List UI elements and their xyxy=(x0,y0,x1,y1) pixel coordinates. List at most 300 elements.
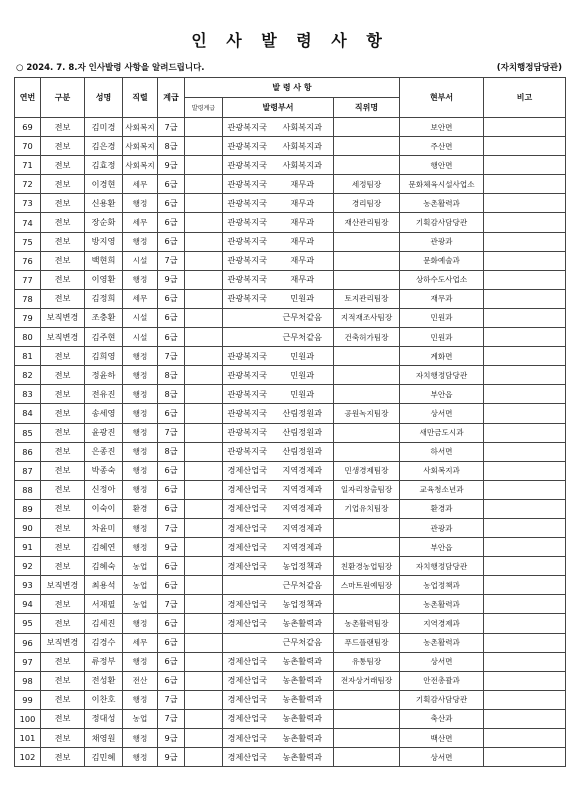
cell-position: 세정팀장 xyxy=(334,175,400,194)
cell-division: 경제산업국 xyxy=(223,671,272,690)
cell-type: 전보 xyxy=(41,289,85,308)
cell-position xyxy=(334,118,400,137)
cell-no: 91 xyxy=(15,538,41,557)
cell-remark xyxy=(484,690,566,709)
cell-appt-grade xyxy=(185,232,223,251)
cell-no: 90 xyxy=(15,518,41,537)
cell-section: 근무처같음 xyxy=(272,633,334,652)
cell-name: 김혜연 xyxy=(85,538,123,557)
cell-type: 전보 xyxy=(41,614,85,633)
cell-no: 75 xyxy=(15,232,41,251)
table-header xyxy=(15,78,566,118)
cell-name: 서재필 xyxy=(85,595,123,614)
cell-grade: 8급 xyxy=(158,442,185,461)
cell-position xyxy=(334,251,400,270)
table-row xyxy=(15,480,566,499)
cell-section: 근무처같음 xyxy=(272,308,334,327)
cell-appt-grade xyxy=(185,366,223,385)
cell-section: 재무과 xyxy=(272,175,334,194)
table-row xyxy=(15,232,566,251)
cell-section: 사회복지과 xyxy=(272,156,334,175)
table-row xyxy=(15,385,566,404)
table-row xyxy=(15,289,566,308)
cell-current-dept: 계화면 xyxy=(400,347,484,366)
cell-position xyxy=(334,595,400,614)
header-type: 구분 xyxy=(41,78,85,118)
cell-division: 경제산업국 xyxy=(223,461,272,480)
table-row xyxy=(15,270,566,289)
cell-grade: 6급 xyxy=(158,480,185,499)
table-row xyxy=(15,137,566,156)
cell-appt-grade xyxy=(185,118,223,137)
header-appt-grade: 발령계급 xyxy=(185,98,223,118)
cell-remark xyxy=(484,671,566,690)
cell-section: 지역경제과 xyxy=(272,538,334,557)
header-no: 연번 xyxy=(15,78,41,118)
cell-grade: 6급 xyxy=(158,576,185,595)
document-title: 인 사 발 령 사 항 xyxy=(191,31,389,50)
cell-grade: 7급 xyxy=(158,423,185,442)
table-row xyxy=(15,175,566,194)
cell-remark xyxy=(484,213,566,232)
cell-series: 행정 xyxy=(123,385,158,404)
cell-type: 전보 xyxy=(41,118,85,137)
cell-type: 전보 xyxy=(41,423,85,442)
cell-grade: 6급 xyxy=(158,194,185,213)
cell-no: 72 xyxy=(15,175,41,194)
cell-appt-grade xyxy=(185,308,223,327)
cell-division xyxy=(223,576,272,595)
cell-current-dept: 부안읍 xyxy=(400,385,484,404)
cell-name: 방지영 xyxy=(85,232,123,251)
cell-section: 근무처같음 xyxy=(272,576,334,595)
cell-current-dept: 관광과 xyxy=(400,232,484,251)
notice-text: ○ 2024. 7. 8.자 인사발령 사항을 알려드립니다. xyxy=(16,63,205,73)
cell-series: 행정 xyxy=(123,518,158,537)
cell-series: 행정 xyxy=(123,423,158,442)
cell-series: 행정 xyxy=(123,194,158,213)
cell-remark xyxy=(484,576,566,595)
cell-series: 사회복지 xyxy=(123,118,158,137)
cell-section: 농촌활력과 xyxy=(272,671,334,690)
cell-appt-grade xyxy=(185,633,223,652)
cell-section: 민원과 xyxy=(272,347,334,366)
cell-division: 경제산업국 xyxy=(223,690,272,709)
issuing-department: (자치행정담당관) xyxy=(496,63,562,73)
cell-appt-grade xyxy=(185,175,223,194)
cell-series: 행정 xyxy=(123,538,158,557)
cell-current-dept: 농촌활력과 xyxy=(400,194,484,213)
cell-grade: 6급 xyxy=(158,289,185,308)
cell-position: 푸드플랜팀장 xyxy=(334,633,400,652)
cell-section: 농업정책과 xyxy=(272,557,334,576)
cell-name: 박종숙 xyxy=(85,461,123,480)
cell-division: 경제산업국 xyxy=(223,709,272,728)
table-row xyxy=(15,461,566,480)
cell-name: 김희영 xyxy=(85,347,123,366)
cell-type: 전보 xyxy=(41,404,85,423)
cell-series: 시설 xyxy=(123,328,158,347)
cell-grade: 7급 xyxy=(158,595,185,614)
cell-remark xyxy=(484,347,566,366)
cell-series: 환경 xyxy=(123,499,158,518)
cell-name: 김주현 xyxy=(85,328,123,347)
cell-appt-grade xyxy=(185,423,223,442)
cell-type: 전보 xyxy=(41,366,85,385)
cell-remark xyxy=(484,480,566,499)
cell-appt-grade xyxy=(185,538,223,557)
cell-current-dept: 백산면 xyxy=(400,729,484,748)
cell-remark xyxy=(484,557,566,576)
cell-position: 농촌활력팀장 xyxy=(334,614,400,633)
cell-appt-grade xyxy=(185,328,223,347)
cell-appt-grade xyxy=(185,614,223,633)
cell-name: 김민혜 xyxy=(85,748,123,767)
cell-name: 김세진 xyxy=(85,614,123,633)
cell-type: 전보 xyxy=(41,709,85,728)
cell-current-dept: 관광과 xyxy=(400,518,484,537)
table-row xyxy=(15,557,566,576)
cell-position: 토지관리팀장 xyxy=(334,289,400,308)
table-row xyxy=(15,251,566,270)
cell-remark xyxy=(484,404,566,423)
table-row xyxy=(15,156,566,175)
header-series: 직렬 xyxy=(123,78,158,118)
cell-type: 전보 xyxy=(41,137,85,156)
cell-no: 77 xyxy=(15,270,41,289)
cell-remark xyxy=(484,595,566,614)
cell-name: 이영환 xyxy=(85,270,123,289)
cell-appt-grade xyxy=(185,404,223,423)
cell-position xyxy=(334,538,400,557)
cell-series: 행정 xyxy=(123,690,158,709)
cell-series: 행정 xyxy=(123,480,158,499)
cell-division: 관광복지국 xyxy=(223,404,272,423)
cell-no: 84 xyxy=(15,404,41,423)
cell-position xyxy=(334,442,400,461)
cell-type: 전보 xyxy=(41,518,85,537)
cell-division: 관광복지국 xyxy=(223,270,272,289)
cell-grade: 8급 xyxy=(158,385,185,404)
cell-series: 행정 xyxy=(123,366,158,385)
cell-grade: 9급 xyxy=(158,748,185,767)
cell-appt-grade xyxy=(185,671,223,690)
cell-series: 전산 xyxy=(123,671,158,690)
cell-name: 김효정 xyxy=(85,156,123,175)
cell-name: 김경수 xyxy=(85,633,123,652)
header-position: 직위명 xyxy=(334,98,400,118)
cell-current-dept: 문화체육시설사업소 xyxy=(400,175,484,194)
table-row xyxy=(15,709,566,728)
cell-appt-grade xyxy=(185,289,223,308)
cell-grade: 9급 xyxy=(158,538,185,557)
cell-grade: 9급 xyxy=(158,270,185,289)
cell-position: 기업유치팀장 xyxy=(334,499,400,518)
cell-no: 101 xyxy=(15,729,41,748)
cell-type: 전보 xyxy=(41,538,85,557)
cell-no: 80 xyxy=(15,328,41,347)
cell-division: 경제산업국 xyxy=(223,748,272,767)
cell-grade: 6급 xyxy=(158,652,185,671)
cell-name: 장순화 xyxy=(85,213,123,232)
cell-division xyxy=(223,328,272,347)
cell-series: 농업 xyxy=(123,595,158,614)
cell-current-dept: 안전총괄과 xyxy=(400,671,484,690)
cell-name: 채영원 xyxy=(85,729,123,748)
cell-position: 민생경제팀장 xyxy=(334,461,400,480)
cell-division: 경제산업국 xyxy=(223,518,272,537)
table-row xyxy=(15,499,566,518)
cell-remark xyxy=(484,729,566,748)
cell-grade: 6급 xyxy=(158,633,185,652)
cell-current-dept: 농업정책과 xyxy=(400,576,484,595)
cell-series: 행정 xyxy=(123,232,158,251)
table-row xyxy=(15,213,566,232)
cell-appt-grade xyxy=(185,347,223,366)
cell-position: 건축허가팀장 xyxy=(334,328,400,347)
cell-position xyxy=(334,385,400,404)
cell-current-dept: 주산면 xyxy=(400,137,484,156)
cell-series: 행정 xyxy=(123,614,158,633)
cell-division: 관광복지국 xyxy=(223,442,272,461)
cell-remark xyxy=(484,652,566,671)
cell-current-dept: 지역경제과 xyxy=(400,614,484,633)
cell-type: 전보 xyxy=(41,270,85,289)
cell-remark xyxy=(484,194,566,213)
cell-section: 재무과 xyxy=(272,232,334,251)
cell-series: 시설 xyxy=(123,308,158,327)
cell-grade: 6급 xyxy=(158,308,185,327)
cell-name: 김정희 xyxy=(85,289,123,308)
cell-type: 전보 xyxy=(41,347,85,366)
cell-current-dept: 재무과 xyxy=(400,289,484,308)
cell-no: 92 xyxy=(15,557,41,576)
cell-current-dept: 하서면 xyxy=(400,442,484,461)
cell-section: 농촌활력과 xyxy=(272,614,334,633)
table-row xyxy=(15,347,566,366)
cell-type: 전보 xyxy=(41,595,85,614)
cell-appt-grade xyxy=(185,729,223,748)
cell-remark xyxy=(484,633,566,652)
cell-name: 전성환 xyxy=(85,671,123,690)
cell-section: 산림정원과 xyxy=(272,423,334,442)
cell-series: 세무 xyxy=(123,175,158,194)
cell-no: 102 xyxy=(15,748,41,767)
header-name: 성명 xyxy=(85,78,123,118)
cell-position xyxy=(334,690,400,709)
cell-section: 지역경제과 xyxy=(272,499,334,518)
cell-remark xyxy=(484,366,566,385)
cell-grade: 7급 xyxy=(158,118,185,137)
cell-name: 이경현 xyxy=(85,175,123,194)
cell-remark xyxy=(484,709,566,728)
table-row xyxy=(15,366,566,385)
cell-current-dept: 행안면 xyxy=(400,156,484,175)
cell-type: 전보 xyxy=(41,461,85,480)
header-grade: 계급 xyxy=(158,78,185,118)
cell-no: 76 xyxy=(15,251,41,270)
cell-grade: 7급 xyxy=(158,709,185,728)
cell-remark xyxy=(484,251,566,270)
cell-remark xyxy=(484,538,566,557)
cell-name: 최용석 xyxy=(85,576,123,595)
cell-grade: 6급 xyxy=(158,232,185,251)
cell-appt-grade xyxy=(185,213,223,232)
cell-division xyxy=(223,633,272,652)
cell-type: 전보 xyxy=(41,156,85,175)
table-row xyxy=(15,118,566,137)
cell-appt-grade xyxy=(185,690,223,709)
cell-name: 김혜숙 xyxy=(85,557,123,576)
cell-grade: 6급 xyxy=(158,213,185,232)
table-row xyxy=(15,748,566,767)
cell-grade: 6급 xyxy=(158,404,185,423)
cell-series: 세무 xyxy=(123,289,158,308)
cell-current-dept: 상서면 xyxy=(400,404,484,423)
cell-grade: 7급 xyxy=(158,518,185,537)
cell-no: 73 xyxy=(15,194,41,213)
cell-division: 관광복지국 xyxy=(223,385,272,404)
table-body xyxy=(15,118,566,767)
cell-position xyxy=(334,347,400,366)
cell-division: 관광복지국 xyxy=(223,232,272,251)
cell-no: 89 xyxy=(15,499,41,518)
cell-no: 100 xyxy=(15,709,41,728)
cell-appt-grade xyxy=(185,137,223,156)
cell-name: 윤광진 xyxy=(85,423,123,442)
cell-type: 보직변경 xyxy=(41,308,85,327)
cell-division: 관광복지국 xyxy=(223,175,272,194)
cell-position: 스마트원예팀장 xyxy=(334,576,400,595)
cell-current-dept: 부안읍 xyxy=(400,538,484,557)
cell-section: 재무과 xyxy=(272,213,334,232)
table-row xyxy=(15,518,566,537)
cell-section: 농촌활력과 xyxy=(272,709,334,728)
cell-no: 79 xyxy=(15,308,41,327)
cell-type: 전보 xyxy=(41,671,85,690)
cell-remark xyxy=(484,385,566,404)
cell-remark xyxy=(484,289,566,308)
cell-remark xyxy=(484,137,566,156)
cell-division: 관광복지국 xyxy=(223,289,272,308)
cell-grade: 6급 xyxy=(158,671,185,690)
cell-position xyxy=(334,709,400,728)
cell-section: 민원과 xyxy=(272,385,334,404)
cell-position xyxy=(334,156,400,175)
cell-section: 농촌활력과 xyxy=(272,652,334,671)
cell-appt-grade xyxy=(185,576,223,595)
cell-name: 정윤하 xyxy=(85,366,123,385)
cell-current-dept: 자치행정담당관 xyxy=(400,557,484,576)
table-row xyxy=(15,614,566,633)
table-row xyxy=(15,690,566,709)
cell-type: 전보 xyxy=(41,232,85,251)
cell-remark xyxy=(484,614,566,633)
cell-section: 재무과 xyxy=(272,194,334,213)
cell-grade: 8급 xyxy=(158,366,185,385)
cell-appt-grade xyxy=(185,518,223,537)
cell-series: 행정 xyxy=(123,270,158,289)
cell-grade: 6급 xyxy=(158,461,185,480)
cell-grade: 7급 xyxy=(158,690,185,709)
cell-type: 보직변경 xyxy=(41,328,85,347)
cell-series: 농업 xyxy=(123,709,158,728)
cell-name: 이찬호 xyxy=(85,690,123,709)
cell-remark xyxy=(484,423,566,442)
cell-current-dept: 농촌활력과 xyxy=(400,633,484,652)
cell-section: 산림정원과 xyxy=(272,404,334,423)
cell-no: 93 xyxy=(15,576,41,595)
cell-remark xyxy=(484,118,566,137)
cell-current-dept: 문화예술과 xyxy=(400,251,484,270)
cell-no: 98 xyxy=(15,671,41,690)
cell-section: 지역경제과 xyxy=(272,461,334,480)
cell-type: 전보 xyxy=(41,385,85,404)
cell-position xyxy=(334,729,400,748)
cell-appt-grade xyxy=(185,385,223,404)
cell-position xyxy=(334,366,400,385)
cell-type: 전보 xyxy=(41,251,85,270)
cell-division: 관광복지국 xyxy=(223,118,272,137)
cell-division: 경제산업국 xyxy=(223,557,272,576)
cell-appt-grade xyxy=(185,194,223,213)
table-row xyxy=(15,442,566,461)
cell-division: 경제산업국 xyxy=(223,652,272,671)
cell-current-dept: 농촌활력과 xyxy=(400,595,484,614)
cell-grade: 6급 xyxy=(158,499,185,518)
cell-appt-grade xyxy=(185,442,223,461)
cell-position: 재산관리팀장 xyxy=(334,213,400,232)
cell-section: 민원과 xyxy=(272,366,334,385)
header-current-dept: 현부서 xyxy=(400,78,484,118)
cell-name: 은종진 xyxy=(85,442,123,461)
cell-grade: 7급 xyxy=(158,251,185,270)
cell-current-dept: 축산과 xyxy=(400,709,484,728)
cell-current-dept: 상하수도사업소 xyxy=(400,270,484,289)
cell-type: 보직변경 xyxy=(41,633,85,652)
cell-section: 농촌활력과 xyxy=(272,748,334,767)
cell-type: 전보 xyxy=(41,480,85,499)
cell-type: 전보 xyxy=(41,442,85,461)
cell-series: 행정 xyxy=(123,442,158,461)
header-remark: 비고 xyxy=(484,78,566,118)
cell-appt-grade xyxy=(185,652,223,671)
cell-section: 근무처같음 xyxy=(272,328,334,347)
cell-position: 전자상거래팀장 xyxy=(334,671,400,690)
cell-type: 전보 xyxy=(41,748,85,767)
cell-remark xyxy=(484,175,566,194)
cell-series: 행정 xyxy=(123,347,158,366)
table-row xyxy=(15,729,566,748)
cell-grade: 9급 xyxy=(158,156,185,175)
cell-section: 재무과 xyxy=(272,251,334,270)
cell-position: 일자리창출팀장 xyxy=(334,480,400,499)
cell-series: 농업 xyxy=(123,557,158,576)
cell-grade: 9급 xyxy=(158,729,185,748)
cell-position xyxy=(334,232,400,251)
cell-no: 85 xyxy=(15,423,41,442)
cell-current-dept: 자치행정담당관 xyxy=(400,366,484,385)
cell-section: 농업정책과 xyxy=(272,595,334,614)
cell-no: 83 xyxy=(15,385,41,404)
cell-series: 사회복지 xyxy=(123,137,158,156)
cell-grade: 6급 xyxy=(158,614,185,633)
header-appt-dept: 발령부서 xyxy=(223,98,334,118)
cell-name: 김미경 xyxy=(85,118,123,137)
cell-current-dept: 보안면 xyxy=(400,118,484,137)
cell-grade: 7급 xyxy=(158,347,185,366)
cell-position: 공원녹지팀장 xyxy=(334,404,400,423)
